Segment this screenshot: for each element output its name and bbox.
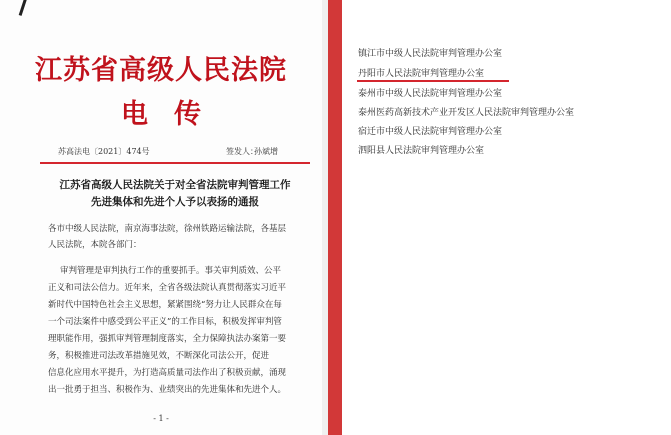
body-line: 信息化应用水平提升，为打造高质量司法作出了积极贡献，涌现	[48, 368, 287, 378]
signer-name: 孙斌增	[254, 147, 278, 156]
body-line: 审判管理是审判执行工作的重要抓手。事关审判质效、公平	[60, 266, 282, 276]
page-number: - 1 -	[153, 414, 169, 423]
notice-title-line1: 江苏省高级人民法院关于对全省法院审判管理工作	[59, 179, 291, 191]
body-line: 新时代中国特色社会主义思想，紧紧围绕“努力让人民群众在每	[48, 300, 282, 310]
body-line: 人民法院，本院各部门：	[48, 240, 142, 250]
body-line: 各市中级人民法院，南京海事法院，徐州铁路运输法院，各基层	[48, 224, 287, 234]
body-line: 务，积极推进司法改革措施见效，不断深化司法公开，促进	[48, 351, 270, 361]
court-name-header: 江苏省高级人民法院	[35, 55, 287, 86]
body-line: 理职能作用，强抓审判管理制度落实，全力保障执法办案第一要	[48, 334, 287, 344]
doc-number: 苏高法电〔2021〕474号	[58, 147, 150, 156]
highlight-underline	[357, 80, 509, 82]
body-line: 出一批勇于担当、积极作为、业绩突出的先进集体和先进个人。	[48, 385, 287, 395]
red-divider	[40, 162, 310, 164]
doc-type-header: 电传	[121, 99, 227, 130]
document-page-left	[0, 0, 322, 435]
notice-title-line2: 先进集体和先进个人予以表扬的通报	[91, 196, 259, 208]
signer-label: 签发人：	[226, 147, 258, 156]
office-list-item: 泰州市中级人民法院审判管理办公室	[358, 89, 503, 99]
red-edge-strip	[328, 0, 342, 435]
pen-mark	[19, 0, 29, 16]
office-list-item: 泰州医药高新技术产业开发区人民法院审判管理办公室	[358, 108, 575, 118]
body-line: 一个司法案件中感受到公平正义”的工作目标，积极发挥审判管	[48, 317, 282, 327]
office-list-item: 镇江市中级人民法院审判管理办公室	[358, 49, 503, 59]
office-list-item: 丹阳市人民法院审判管理办公室	[358, 69, 485, 79]
office-list-item: 宿迁市中级人民法院审判管理办公室	[358, 127, 503, 137]
body-line: 正义和司法公信力。近年来，全省各级法院认真贯彻落实习近平	[48, 283, 287, 293]
office-list-item: 泗阳县人民法院审判管理办公室	[358, 146, 485, 156]
